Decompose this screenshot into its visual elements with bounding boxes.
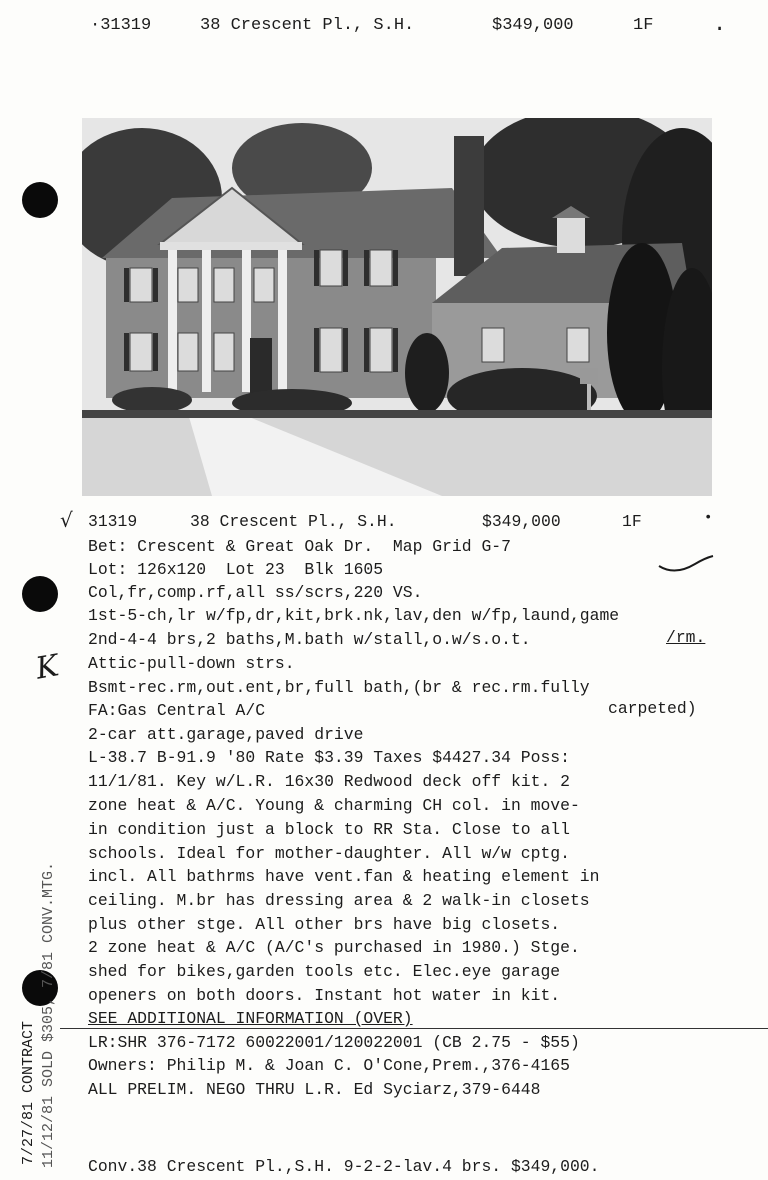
listing-line: Bet: Crescent & Great Oak Dr. Map Grid G-7 <box>88 537 511 556</box>
listing-nego-line: ALL PRELIM. NEGO THRU L.R. Ed Syciarz,379-6448 <box>88 1080 541 1099</box>
header-price: $349,000 <box>492 16 574 35</box>
listing-line: Lot: 126x120 Lot 23 Blk 1605 <box>88 560 384 579</box>
listing-line: Col,fr,comp.rf,all ss/scrs,220 VS. <box>88 583 423 602</box>
punch-hole <box>22 182 58 218</box>
header-address: 38 Crescent Pl., S.H. <box>200 16 415 35</box>
listing-code: 1F <box>622 512 642 531</box>
listing-continuation-rm: /rm. <box>666 628 706 647</box>
listing-line: 2nd-4-4 brs,2 baths,M.bath w/stall,o.w/s.o.t. <box>88 630 531 649</box>
listing-line: 1st-5-ch,lr w/fp,dr,kit,brk.nk,lav,den w/fp,laund,game <box>88 606 620 625</box>
see-additional-info: SEE ADDITIONAL INFORMATION (OVER) <box>88 1009 413 1028</box>
header-code: 1F <box>633 16 654 35</box>
handwritten-swoosh-icon <box>655 552 715 576</box>
listing-line: Bsmt-rec.rm,out.ent,br,full bath,(br & rec.rm.fully <box>88 678 590 697</box>
handwritten-k-mark: K <box>33 648 62 687</box>
listing-line: plus other stge. All other brs have big closets. <box>88 915 561 934</box>
listing-line: incl. All bathrms have vent.fan & heating element in <box>88 867 600 886</box>
listing-line: 2 zone heat & A/C (A/C's purchased in 1980.) Stge. <box>88 938 580 957</box>
listing-line: shed for bikes,garden tools etc. Elec.eye garage <box>88 962 561 981</box>
side-note-sold: 11/12/81 SOLD $305, 7/81 CONV.MTG. <box>40 861 57 1168</box>
house-photo <box>82 118 712 496</box>
listing-line: Attic-pull-down strs. <box>88 654 295 673</box>
listing-line: zone heat & A/C. Young & charming CH col. in move- <box>88 796 580 815</box>
listing-line: schools. Ideal for mother-daughter. All w/w cptg. <box>88 844 570 863</box>
listing-line: in condition just a block to RR Sta. Close to all <box>88 820 570 839</box>
listing-line: openers on both doors. Instant hot water in kit. <box>88 986 561 1005</box>
handwritten-check-mark: √ <box>60 508 73 532</box>
listing-number: 31319 <box>88 512 138 531</box>
listing-continuation-carpeted: carpeted) <box>608 699 697 718</box>
listing-line: L-38.7 B-91.9 '80 Rate $3.39 Taxes $4427.34 Poss: <box>88 748 570 767</box>
listing-line: ceiling. M.br has dressing area & 2 walk-in closets <box>88 891 590 910</box>
listing-line: 2-car att.garage,paved drive <box>88 725 364 744</box>
listing-line: 11/1/81. Key w/L.R. 16x30 Redwood deck off kit. 2 <box>88 772 570 791</box>
header-listing-number: ·31319 <box>90 16 152 35</box>
listing-owners-line: Owners: Philip M. & Joan C. O'Cone,Prem.,376-4165 <box>88 1056 570 1075</box>
listing-broker-line: LR:SHR 376-7172 60022001/120022001 (CB 2.75 - $55) <box>88 1033 580 1052</box>
side-note-contract: 7/27/81 CONTRACT <box>20 1020 37 1165</box>
footer-summary: Conv.38 Crescent Pl.,S.H. 9-2-2-lav.4 brs. $349,000. <box>88 1157 600 1176</box>
listing-price: $349,000 <box>482 512 561 531</box>
punch-hole <box>22 576 58 612</box>
listing-dot: • <box>704 510 713 526</box>
listing-address: 38 Crescent Pl., S.H. <box>190 512 397 531</box>
header-dot: . <box>713 12 727 37</box>
divider-rule <box>60 1028 768 1029</box>
listing-line: FA:Gas Central A/C <box>88 701 266 720</box>
